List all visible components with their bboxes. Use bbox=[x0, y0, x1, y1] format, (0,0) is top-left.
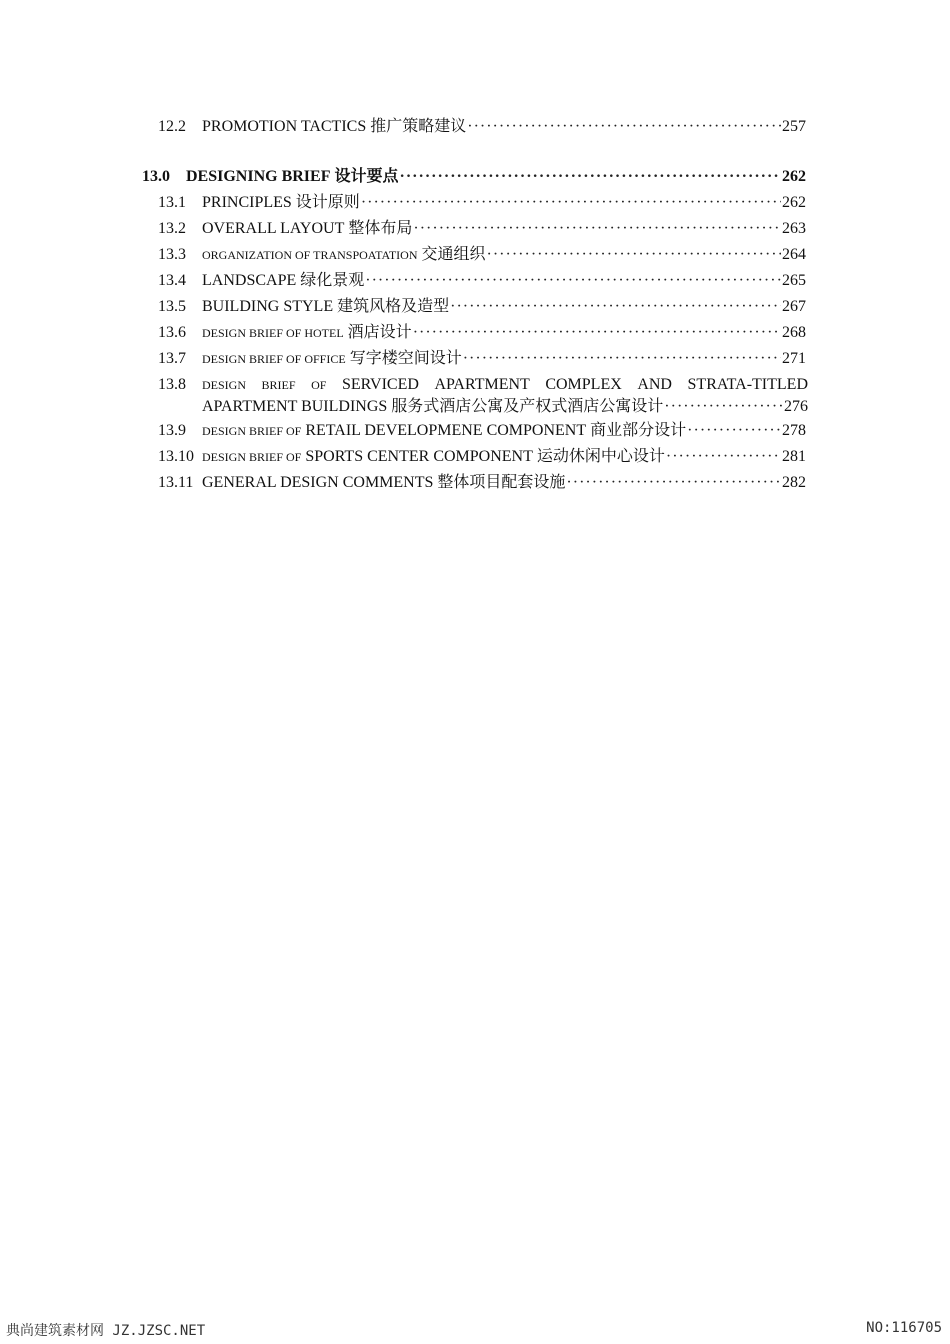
entry-title: PRINCIPLES 设计原则 bbox=[202, 194, 360, 211]
dot-leader bbox=[463, 349, 781, 369]
entry-number: 13.6 bbox=[158, 324, 186, 341]
entry-title: ORGANIZATION OF TRANSPOATATION 交通组织 bbox=[202, 246, 486, 263]
entry-number: 13.8 bbox=[158, 376, 186, 393]
footer-watermark-right: NO:116705 bbox=[866, 1320, 942, 1336]
toc-entry-13-11[interactable] bbox=[158, 473, 806, 493]
entry-title: DESIGN BRIEF OF RETAIL DEVELOPMENE COMPONENT 商业部分设计 bbox=[202, 422, 687, 439]
entry-title: OVERALL LAYOUT 整体布局 bbox=[202, 220, 413, 237]
entry-number: 13.7 bbox=[158, 350, 186, 367]
page-number: 271 bbox=[782, 350, 806, 367]
dot-leader bbox=[487, 245, 781, 265]
page-number: 265 bbox=[782, 272, 806, 289]
entry-title-line-1: DESIGN BRIEF OF SERVICED APARTMENT COMPLEX AND STRATA-TITLED bbox=[202, 376, 808, 393]
toc-entry-13-3[interactable] bbox=[158, 245, 806, 265]
toc-entry-13-5[interactable] bbox=[158, 297, 806, 317]
page-number: 278 bbox=[782, 422, 806, 439]
page-number: 282 bbox=[782, 474, 806, 491]
entry-number: 13.3 bbox=[158, 246, 186, 263]
page-number: 264 bbox=[782, 246, 806, 263]
entry-title: BUILDING STYLE 建筑风格及造型 bbox=[202, 298, 450, 315]
dot-leader bbox=[400, 167, 782, 187]
page-number: 281 bbox=[782, 448, 806, 465]
entry-title: DESIGN BRIEF OF HOTEL 酒店设计 bbox=[202, 324, 412, 341]
toc-entry-12-2[interactable] bbox=[158, 117, 806, 137]
page-number: 267 bbox=[782, 298, 806, 315]
entry-title: DESIGN BRIEF OF OFFICE 写字楼空间设计 bbox=[202, 350, 462, 367]
entry-number: 13.0 bbox=[142, 168, 170, 185]
entry-number: 12.2 bbox=[158, 118, 186, 135]
toc-entry-13-0[interactable] bbox=[142, 167, 806, 187]
toc-entry-13-9[interactable] bbox=[158, 421, 806, 441]
dot-leader bbox=[365, 271, 781, 291]
page-number: 262 bbox=[782, 168, 806, 185]
toc-entry-13-7[interactable] bbox=[158, 349, 806, 369]
dot-leader bbox=[566, 473, 781, 493]
entry-title: DESIGN BRIEF OF SPORTS CENTER COMPONENT 运动休闲中心设计 bbox=[202, 448, 665, 465]
page-number: 268 bbox=[782, 324, 806, 341]
entry-number: 13.2 bbox=[158, 220, 186, 237]
entry-title: PROMOTION TACTICS 推广策略建议 bbox=[202, 118, 467, 135]
entry-number: 13.1 bbox=[158, 194, 186, 211]
dot-leader bbox=[413, 219, 781, 239]
dot-leader bbox=[666, 447, 781, 467]
entry-title: GENERAL DESIGN COMMENTS 整体项目配套设施 bbox=[202, 474, 566, 491]
entry-title: LANDSCAPE 绿化景观 bbox=[202, 272, 365, 289]
dot-leader bbox=[361, 193, 781, 213]
page-number: 257 bbox=[782, 118, 806, 135]
entry-number: 13.10 bbox=[158, 448, 194, 465]
entry-title: DESIGNING BRIEF 设计要点 bbox=[186, 168, 399, 185]
toc-entry-13-4[interactable] bbox=[158, 271, 806, 291]
dot-leader bbox=[664, 397, 783, 417]
dot-leader bbox=[467, 117, 781, 137]
toc-entry-13-10[interactable] bbox=[158, 447, 806, 467]
dot-leader bbox=[450, 297, 781, 317]
entry-number: 13.5 bbox=[158, 298, 186, 315]
page-number: 262 bbox=[782, 194, 806, 211]
entry-number: 13.9 bbox=[158, 422, 186, 439]
dot-leader bbox=[413, 323, 781, 343]
footer-watermark-left: 典尚建筑素材网 JZ.JZSC.NET bbox=[6, 1323, 206, 1339]
toc-entry-13-6[interactable] bbox=[158, 323, 806, 343]
entry-number: 13.11 bbox=[158, 474, 194, 491]
page-number: 276 bbox=[784, 398, 808, 415]
page-number: 263 bbox=[782, 220, 806, 237]
dot-leader bbox=[687, 421, 781, 441]
toc-entry-13-2[interactable] bbox=[158, 219, 806, 239]
toc-entry-13-1[interactable] bbox=[158, 193, 806, 213]
entry-number: 13.4 bbox=[158, 272, 186, 289]
entry-title-line-2: APARTMENT BUILDINGS 服务式酒店公寓及产权式酒店公寓设计 ····· 276 bbox=[202, 397, 808, 417]
toc-entry-13-8[interactable] bbox=[158, 375, 808, 417]
